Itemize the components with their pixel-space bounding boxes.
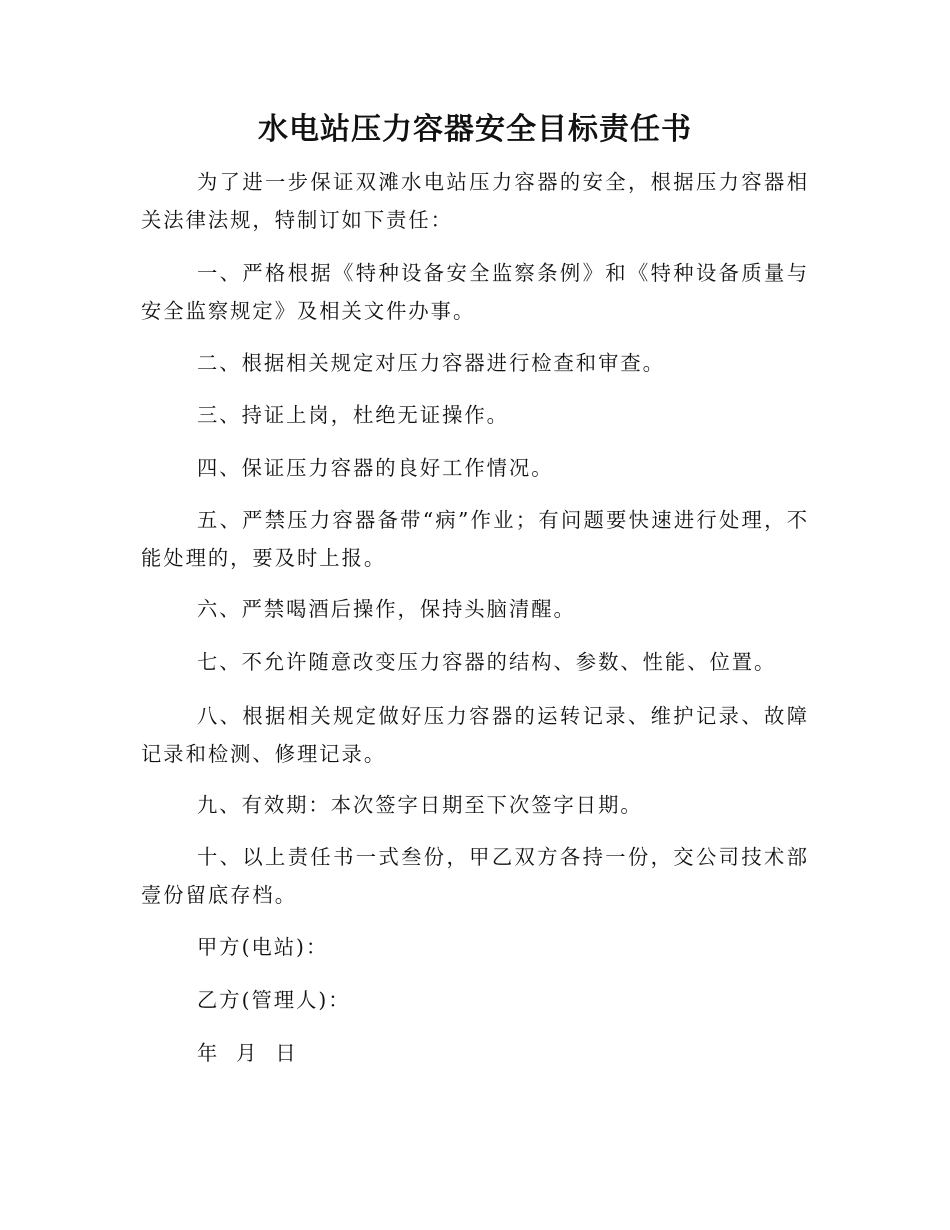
party-b-signature-line: 乙方(管理人)：: [197, 988, 351, 1012]
clause-8: 八、根据相关规定做好压力容器的运转记录、维护记录、故障记录和检测、修理记录。: [141, 704, 809, 766]
clause-2: 二、根据相关规定对压力容器进行检查和审查。: [197, 351, 665, 375]
clause-10: 十、以上责任书一式叁份，甲乙双方各持一份，交公司技术部壹份留底存档。: [141, 845, 809, 907]
clause-5: 五、严禁压力容器备带“病”作业；有问题要快速进行处理，不能处理的，要及时上报。: [141, 508, 809, 570]
clause-7: 七、不允许随意改变压力容器的结构、参数、性能、位置。: [197, 650, 777, 674]
document-title: 水电站压力容器安全目标责任书: [258, 112, 692, 147]
date-line: 年 月 日: [197, 1041, 298, 1065]
clause-3: 三、持证上岗，杜绝无证操作。: [197, 403, 509, 427]
clause-9: 九、有效期：本次签字日期至下次签字日期。: [197, 793, 643, 817]
clause-4: 四、保证压力容器的良好工作情况。: [197, 456, 554, 480]
clause-6: 六、严禁喝酒后操作，保持头脑清醒。: [197, 597, 576, 621]
intro-paragraph: 为了进一步保证双滩水电站压力容器的安全，根据压力容器相关法律法规，特制订如下责任：: [141, 170, 809, 232]
party-a-signature-line: 甲方(电站)：: [197, 935, 329, 959]
clause-1: 一、严格根据《特种设备安全监察条例》和《特种设备质量与安全监察规定》及相关文件办事。: [141, 261, 809, 323]
